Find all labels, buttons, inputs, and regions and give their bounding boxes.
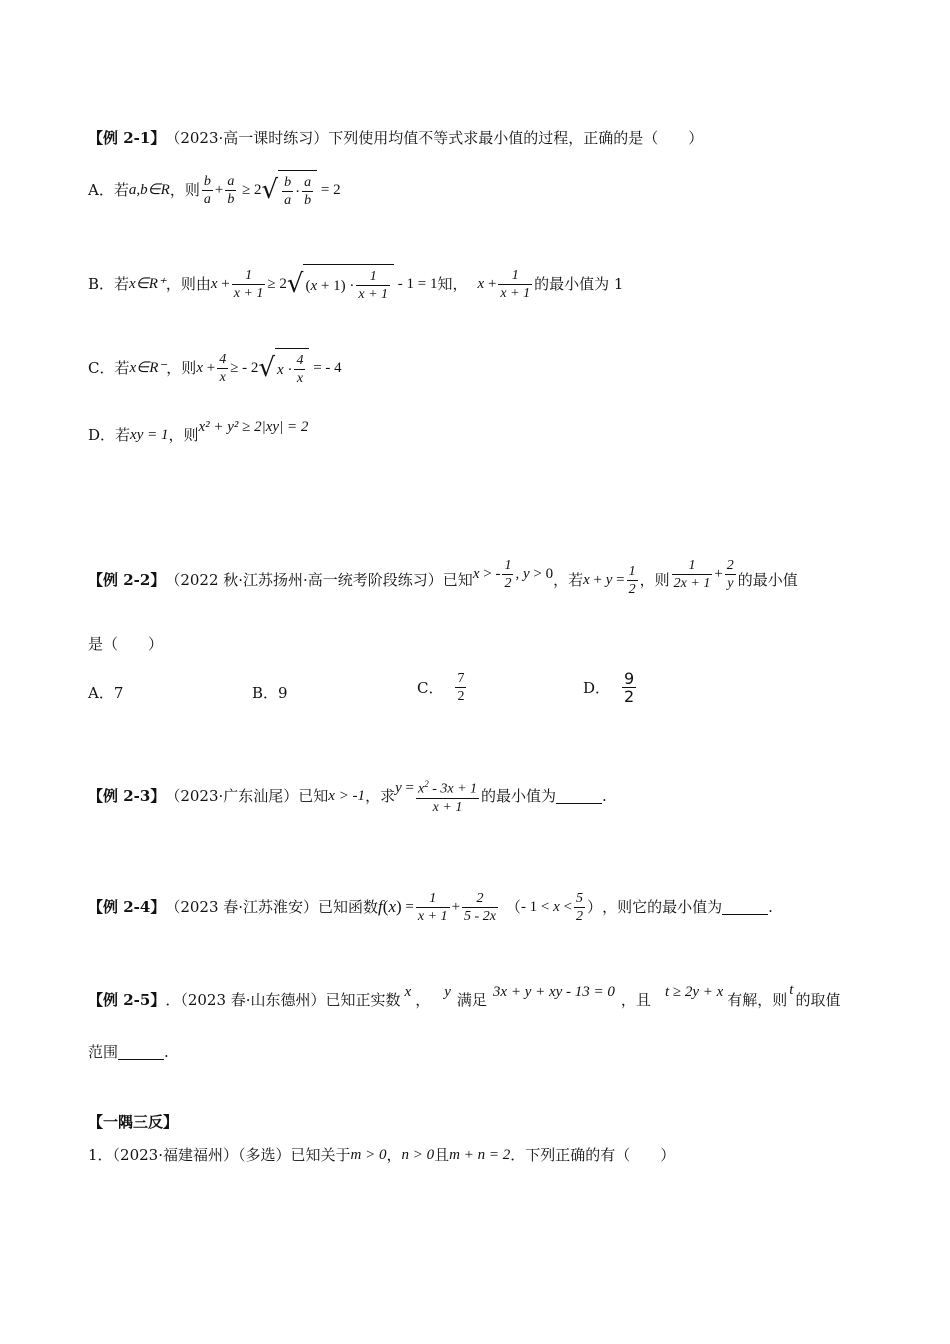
ex25-tag: 【例 2-5】 <box>88 991 166 1009</box>
ex22-c-value: $\frac{7}{2}$ <box>457 671 465 704</box>
ex21-c-mid: ，则 <box>166 359 197 377</box>
ex22-a-label: A．7 <box>88 684 124 702</box>
ex25-stem <box>88 982 841 1010</box>
ex23-tag: 【例 2-3】 <box>88 787 166 805</box>
ex22-d-label: D． <box>583 679 611 697</box>
ex22-text3: 的最小值 <box>737 571 798 589</box>
ex22-d-value: $\frac{9}{2}$ <box>624 669 635 706</box>
practice-q1 <box>88 1145 675 1165</box>
ex21-d-formula: x² + y² ≥ 2|xy| = 2 <box>198 419 309 435</box>
ex22-text2: ，则 <box>639 571 670 589</box>
ex22-source: （2022 秋·江苏扬州·高一统考阶段练习）已知 <box>165 571 473 589</box>
ex21-b-label: B．若 <box>88 275 130 293</box>
ex24-range: （ - 1 < x < $\frac{5}{2}$ ） <box>505 890 603 924</box>
ex25-text1: ， <box>415 991 431 1009</box>
ex23-condition: x > -1 <box>328 788 366 804</box>
practice-q1-text3: ．下列正确的有（ ） <box>510 1146 676 1164</box>
ex21-b-text2: 知， <box>437 275 468 293</box>
ex24-stem <box>88 883 773 931</box>
ex21-a-formula: $\frac{b}{a}$ + $\frac{a}{b}$ ≥ 2 √ $\frac{b}{a}$ · $\frac{a}{b}$ = 2 <box>200 170 341 210</box>
ex23-expression: y = $\frac{x^2 - 3x + 1}{x + 1}$ <box>395 779 478 815</box>
ex21-d-label: D．若 <box>88 426 131 444</box>
ex22-text1: ，若 <box>553 571 584 589</box>
ex21-b-condition: x∈R⁺ <box>129 276 166 292</box>
ex25-source: ．（2023 春·山东德州）已知正实数 <box>165 991 401 1009</box>
ex21-question: 下列使用均值不等式求最小值的过程，正确的是（ ） <box>328 129 704 147</box>
ex21-c-label: C．若 <box>88 359 130 377</box>
ex23-text1: ，求 <box>365 787 396 805</box>
ex25-text5: 的取值 <box>795 991 841 1009</box>
ex24-text1: ，则它的最小值为 <box>602 898 723 916</box>
ex24-source: （2023 春·江苏淮安）已知函数 <box>165 898 379 916</box>
practice-q1-num: 1．（2023·福建福州）（多选）已知关于 <box>88 1146 351 1164</box>
ex22-expression: $\frac{1}{2x + 1}$ + $\frac{2}{y}$ <box>673 557 734 591</box>
ex25-var-y: y <box>444 984 451 1000</box>
ex22-option-a <box>88 682 123 703</box>
practice-heading: 【一隅三反】 <box>88 1113 179 1131</box>
ex21-c-formula: x + $\frac{4}{x}$ ≥ - 2 √ x · $\frac{4}{x}$ = - 4 <box>196 348 341 388</box>
practice-q1-text2: 且 <box>434 1146 450 1164</box>
ex22-stem-cont <box>88 634 163 654</box>
ex25-stem-cont <box>88 1042 169 1062</box>
ex21-option-b <box>88 262 623 306</box>
ex24-expression: f ( x ) = $\frac{1}{x + 1}$ + $\frac{2}{5 - 2x}$ <box>378 890 496 924</box>
ex21-b-formula: x + $\frac{1}{x + 1}$ ≥ 2 √ ( x + 1) · $\frac{1}{x + 1}$ - 1 = 1 <box>211 264 438 304</box>
ex21-c-condition: x∈R⁻ <box>129 360 167 376</box>
practice-q1-cond3: m + n = 2 <box>449 1147 511 1163</box>
ex25-text4: 有解，则 <box>727 991 788 1009</box>
ex23-source: （2023·广东汕尾）已知 <box>165 787 329 805</box>
ex21-a-mid: ，则 <box>169 181 200 199</box>
ex21-option-a <box>88 170 341 210</box>
ex22-option-c <box>417 670 468 705</box>
ex21-d-condition: xy = 1 <box>130 427 169 443</box>
ex21-b-text3: 的最小值为 1 <box>534 275 624 293</box>
ex24-tag: 【例 2-4】 <box>88 898 166 916</box>
practice-q1-cond2: n > 0 <box>401 1147 435 1163</box>
ex22-b-label: B．9 <box>252 684 288 702</box>
ex21-source: （2023·高一课时练习） <box>165 129 329 147</box>
ex21-a-condition: a,b∈R <box>128 182 170 198</box>
ex23-answer-blank[interactable] <box>556 789 602 804</box>
ex25-text3: ，且 <box>620 991 651 1009</box>
ex22-option-b <box>252 682 288 703</box>
ex25-inequality: t ≥ 2y + x <box>664 984 724 1000</box>
ex22-c-label: C． <box>417 679 444 697</box>
practice-q1-text1: ， <box>386 1146 402 1164</box>
practice-q1-cond1: m > 0 <box>350 1147 387 1163</box>
ex21-option-d <box>88 419 309 445</box>
ex22-stem <box>88 558 798 602</box>
ex25-answer-blank[interactable] <box>118 1045 164 1060</box>
ex25-var-t: t <box>789 982 794 998</box>
ex22-tag: 【例 2-2】 <box>88 571 166 589</box>
ex24-answer-blank[interactable] <box>722 900 768 915</box>
ex21-stem <box>88 128 703 148</box>
ex23-text2: 的最小值为 <box>481 787 557 805</box>
ex22-condition1: x > - $\frac{1}{2}$ , y > 0 <box>472 557 554 591</box>
ex25-equation: 3x + y + xy - 13 = 0 <box>492 984 615 1000</box>
ex21-b-mid: ，则由 <box>165 275 211 293</box>
ex23-stem <box>88 770 607 822</box>
ex25-var-x: x <box>404 984 412 1000</box>
ex25-text6: 范围 <box>88 1043 119 1061</box>
ex25-text2: 满足 <box>456 991 487 1009</box>
ex22-text4: 是（ ） <box>88 635 164 653</box>
ex21-d-mid: ，则 <box>168 426 199 444</box>
ex24-end: . <box>768 898 773 916</box>
ex25-end: . <box>164 1043 169 1061</box>
ex22-condition2: x + y = $\frac{1}{2}$ <box>583 563 636 597</box>
ex21-a-label: A．若 <box>88 181 129 199</box>
ex21-option-c <box>88 348 342 388</box>
ex22-option-d <box>583 670 638 705</box>
ex21-b-formula2: x + $\frac{1}{x + 1}$ <box>477 267 531 301</box>
ex23-end: . <box>602 787 607 805</box>
ex21-tag: 【例 2-1】 <box>88 129 166 147</box>
